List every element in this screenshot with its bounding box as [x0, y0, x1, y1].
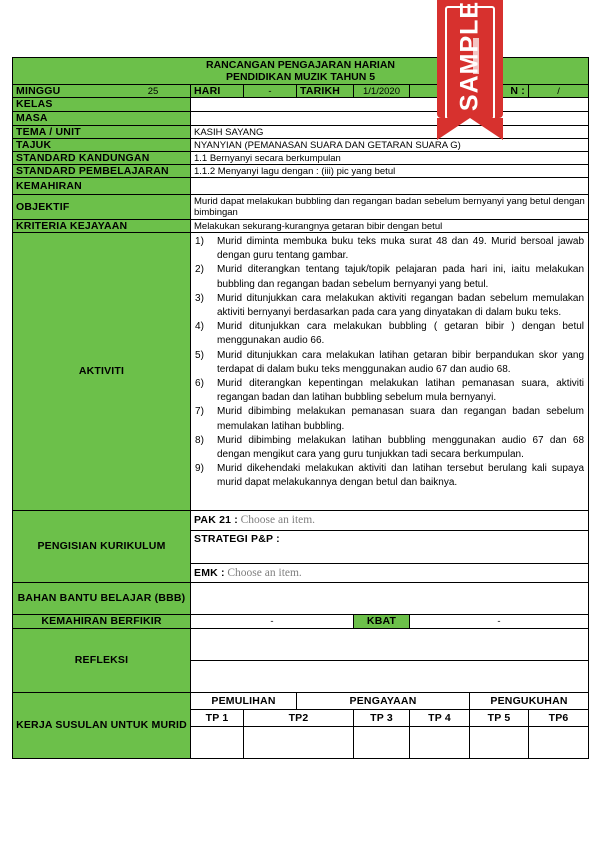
- refleksi-label: REFLEKSI: [13, 629, 191, 693]
- kemahiran-value[interactable]: [191, 178, 589, 195]
- masa-value[interactable]: [191, 112, 589, 126]
- emk-label: EMK :: [194, 566, 225, 579]
- tema-value[interactable]: KASIH SAYANG: [191, 126, 589, 139]
- aktiviti-item: Murid diminta membuka buku teks muka surat 48 dan 49. Murid bersoal jawab dengan guru tentang gambar.: [217, 236, 585, 262]
- masa-short-value[interactable]: /: [529, 85, 589, 98]
- standard-pembelajaran-row: [13, 165, 589, 178]
- pak-label: PAK 21 :: [194, 514, 238, 526]
- aktiviti-item: Murid ditunjukkan cara melakukan latihan getaran bibir berpandukan skor yang terdapat di dalam buku teks menggunakan audio 67 dan audio 68.: [217, 349, 585, 375]
- tp-4-value[interactable]: [410, 727, 470, 759]
- tajuk-label: TAJUK: [13, 139, 191, 152]
- susulan-header-row: [13, 693, 589, 710]
- aktiviti-label: AKTIVITI: [13, 233, 191, 511]
- kbat-value[interactable]: -: [410, 615, 589, 629]
- aktiviti-item: Murid diterangkan kepentingan melakukan latihan pemanasan suara, aktiviti regangan badan dan latihan bubbling sebelum mula bernyanyi.: [217, 378, 585, 404]
- tarikh-label: TARIKH: [297, 85, 354, 98]
- refleksi-row-1: [13, 629, 589, 661]
- aktiviti-item: Murid diterangkan tentang tajuk/topik pelajaran pada hari ini, iaitu melakukan bubbling dan regangan badan sebelum bernyanyi yang betul.: [217, 264, 585, 290]
- hari-label: HARI: [191, 85, 244, 98]
- bbb-row: [13, 583, 589, 615]
- tp-3: TP 3: [354, 710, 410, 727]
- emk-dropdown[interactable]: Choose an item.: [227, 566, 302, 579]
- refleksi-value-1[interactable]: [191, 629, 589, 661]
- aktiviti-item: Murid ditunjukkan cara melakukan bubbling ( getaran bibir ) dengan betul menggunakan audio 66.: [217, 321, 585, 347]
- tp-3-value[interactable]: [354, 727, 410, 759]
- tp-1: TP 1: [191, 710, 244, 727]
- tajuk-row: [13, 139, 589, 152]
- objektif-value[interactable]: Murid dapat melakukan bubbling dan regangan badan sebelum bernyanyi yang betul dengan bimbingan: [191, 195, 589, 220]
- aktiviti-item: Murid dikehendaki melakukan aktiviti dan latihan tersebut berulang kali supaya murid dapat melakukannya dengan betul dan baiknya.: [217, 463, 585, 489]
- aktiviti-item: Murid dibimbing melakukan pemanasan suara dan regangan badan sebelum memulakan latihan bubbling.: [217, 406, 585, 432]
- tp-1-value[interactable]: [191, 727, 244, 759]
- kemahiran-berfikir-value[interactable]: -: [191, 615, 354, 629]
- objektif-row: [13, 195, 589, 220]
- kbat-label: KBAT: [354, 615, 410, 629]
- kemahiran-row: [13, 178, 589, 195]
- tp-2: TP2: [244, 710, 354, 727]
- masa-label: MASA: [13, 112, 191, 126]
- watermark-text: SAMPLE: [455, 0, 484, 112]
- pengayaan-header: PENGAYAAN: [297, 693, 470, 710]
- kerja-susulan-label: KERJA SUSULAN UNTUK MURID: [13, 693, 191, 759]
- form-subtitle: PENDIDIKAN MUZIK TAHUN 5: [225, 71, 376, 83]
- pemulihan-header: PEMULIHAN: [191, 693, 297, 710]
- standard-kandungan-label: STANDARD KANDUNGAN: [13, 152, 191, 165]
- standard-kandungan-value[interactable]: 1.1 Bernyanyi secara berkumpulan: [191, 152, 589, 165]
- masa-short-label: N :: [470, 85, 529, 98]
- standard-pembelajaran-label: STANDARD PEMBELAJARAN: [13, 165, 191, 178]
- standard-pembelajaran-value[interactable]: 1.1.2 Menyanyi lagu dengan : (iii) pic yang betul: [191, 165, 589, 178]
- pengukuhan-header: PENGUKUHAN: [470, 693, 589, 710]
- tp-6-value[interactable]: [529, 727, 589, 759]
- pengisian-kurikulum-label: PENGISIAN KURIKULUM: [13, 511, 191, 583]
- kriteria-row: [13, 220, 589, 233]
- pak-dropdown[interactable]: Choose an item.: [240, 514, 316, 526]
- strategi-label: STRATEGI P&P :: [194, 533, 280, 545]
- tp-5-value[interactable]: [470, 727, 529, 759]
- aktiviti-item: Murid ditunjukkan cara melakukan aktiviti regangan badan sebelum memulakan aktiviti bernyanyi berdasarkan pada cara yang dinyatakan di dalam buku teks.: [217, 292, 585, 319]
- rph-form: [12, 57, 588, 759]
- aktiviti-row: [13, 233, 589, 511]
- minggu-value[interactable]: 25: [147, 85, 159, 97]
- sample-watermark: [437, 0, 503, 118]
- form-title: RANCANGAN PENGAJARAN HARIAN: [206, 59, 396, 71]
- bbb-label: BAHAN BANTU BELAJAR (BBB): [13, 583, 191, 615]
- kemahiran-berfikir-label: KEMAHIRAN BERFIKIR: [13, 615, 191, 629]
- kemahiran-label: KEMAHIRAN: [13, 178, 191, 195]
- tajuk-value[interactable]: NYANYIAN (PEMANASAN SUARA DAN GETARAN SUARA G): [191, 139, 589, 152]
- tp-4: TP 4: [410, 710, 470, 727]
- hari-value[interactable]: -: [244, 85, 297, 98]
- berfikir-row: [13, 615, 589, 629]
- aktiviti-item: Murid dibimbing melakukan latihan bubbling menggunakan audio 67 dan 68 dengan mengikut cara yang guru tunjukkan tadi secara berkumpulan.: [217, 434, 585, 461]
- refleksi-value-2[interactable]: [191, 661, 589, 693]
- tema-label: TEMA / UNIT: [13, 126, 191, 139]
- bbb-value[interactable]: [191, 583, 589, 615]
- tp-5: TP 5: [470, 710, 529, 727]
- pak-row: [13, 511, 589, 531]
- minggu-label: MINGGU: [16, 84, 61, 97]
- tarikh-value[interactable]: 1/1/2020: [354, 85, 410, 98]
- tp-6: TP6: [529, 710, 589, 727]
- kelas-label: KELAS: [13, 98, 191, 112]
- kriteria-value[interactable]: Melakukan sekurang-kurangnya getaran bibir dengan betul: [191, 220, 589, 233]
- standard-kandungan-row: [13, 152, 589, 165]
- objektif-label: OBJEKTIF: [13, 195, 191, 220]
- kelas-value[interactable]: [191, 98, 589, 112]
- aktiviti-list: [191, 233, 588, 493]
- tp-2-value[interactable]: [244, 727, 354, 759]
- kriteria-label: KRITERIA KEJAYAAN: [13, 220, 191, 233]
